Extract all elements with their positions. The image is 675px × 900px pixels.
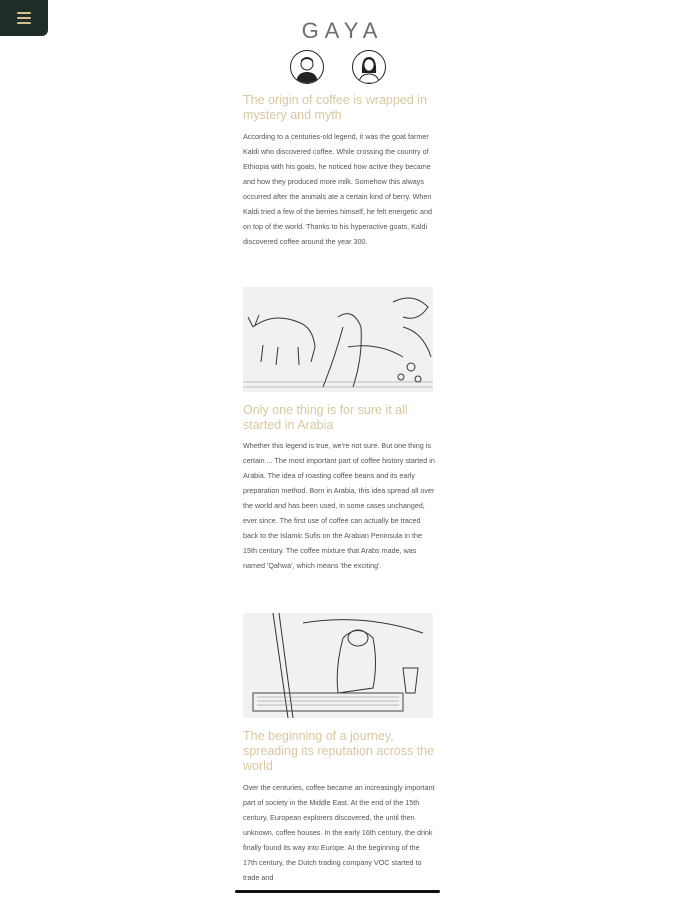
home-indicator[interactable] xyxy=(235,890,440,893)
arabian-coffee-illustration xyxy=(243,613,433,718)
section-body: Whether this legend is true, we're not sure. But one thing is certain ... The most important part of coffee history started in Arabia. The idea of roasting coffee beans and its early preparation method. Born in Arabia, this idea spread all over the world and has been used, in some cases unchanged, ever since. The first use of coffee can actually be traced back to the Islamic Sufis on the Arabian Peninsula in the 15th century. The coffee mixture that Arabs made, was named 'Qahwa', which means 'the exciting'. xyxy=(243,441,435,570)
section-body: Over the centuries, coffee became an increasingly important part of society in the Middle East. At the end of the 15th century, European explorers discovered, the until then unknown, coffee houses. In the early 16th century, the drink finally found its way into Europe. At the beginning of the 17th century, the Dutch trading company VOC started to trade and xyxy=(243,783,435,882)
section-body: According to a centuries-old legend, it was the goat farmer Kaldi who discovered coffee. While crossing the country of Ethiopia with his goats, he noticed how active they became and how they produced more milk. Somehow this always occurred after the animals ate a certain kind of berry. When Kaldi tried a few of the berries himself, he felt energetic and on top of the world. Thanks to his hyperactive goats, Kaldi discovered coffee around the year 300. xyxy=(243,132,432,246)
goats-and-kaldi-illustration xyxy=(243,287,433,392)
avatar-group xyxy=(290,50,386,84)
section-heading: Only one thing is for sure it all started in Arabia xyxy=(243,403,408,432)
male-avatar-icon[interactable] xyxy=(290,50,324,84)
section-heading: The origin of coffee is wrapped in mystery and myth xyxy=(243,93,427,122)
menu-button[interactable] xyxy=(0,0,48,36)
section-heading: The beginning of a journey, spreading its reputation across the world xyxy=(243,729,435,773)
brand-logo[interactable]: GAYA xyxy=(301,18,384,43)
menu-icon xyxy=(17,12,31,24)
female-avatar-icon[interactable] xyxy=(352,50,386,84)
